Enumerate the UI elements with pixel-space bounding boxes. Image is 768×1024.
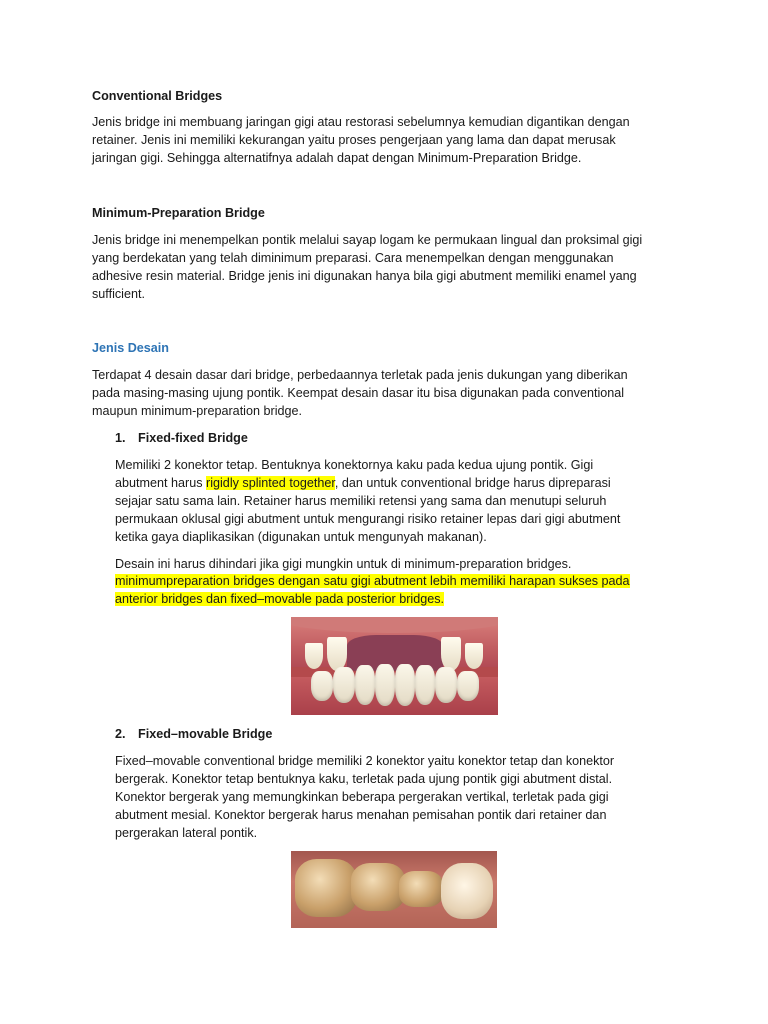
paragraph-line: Desain ini harus dihindari jika gigi mungkin untuk di minimum-preparation bridges. xyxy=(115,557,572,571)
paragraph-line: Konektor bergerak yang memungkinkan beberapa pergerakan vertikal, terletak pada gigi xyxy=(115,790,609,804)
gold-pontic xyxy=(351,863,405,911)
paragraph-line xyxy=(115,474,660,492)
paragraph-line: maupun minimum-preparation bridge. xyxy=(92,404,302,418)
tooth xyxy=(305,643,323,669)
paragraph-line: sejajar satu sama lain. Retainer harus memiliki retensi yang sama dan menutupi seluruh xyxy=(115,494,607,508)
gold-retainer xyxy=(295,859,357,917)
fixed-movable-bridge-photo xyxy=(291,851,497,928)
highlighted-text: anterior bridges dan fixed–movable pada posterior bridges. xyxy=(115,592,445,606)
highlighted-text: rigidly splinted together xyxy=(206,476,335,490)
paragraph-line: yang berdekatan yang telah diminimum preparasi. Cara menempelkan dengan menggunakan xyxy=(92,251,614,265)
gold-inlay xyxy=(399,871,443,907)
heading-jenis-desain: Jenis Desain xyxy=(92,341,170,355)
heading-fixed-movable-bridge: Fixed–movable Bridge xyxy=(138,727,273,741)
fixed-fixed-bridge-photo xyxy=(291,617,498,715)
paragraph-line: Memiliki 2 konektor tetap. Bentuknya konektornya kaku pada kedua ujung pontik. Gigi xyxy=(115,458,594,472)
natural-tooth xyxy=(441,863,493,919)
paragraph-line: pada masing-masing ujung pontik. Keempat desain dasar itu bisa digunakan pada conventional xyxy=(92,386,625,400)
lower-tooth xyxy=(375,664,395,706)
paragraph-line: ketika gaya diaplikasikan (digunakan untuk mengunyah makanan). xyxy=(115,530,487,544)
paragraph-line: adhesive resin material. Bridge jenis ini digunakan hanya bila gigi abutment memiliki enamel yang xyxy=(92,269,637,283)
text-run: , dan untuk conventional bridge harus dipreparasi xyxy=(334,476,611,490)
paragraph-line: Jenis bridge ini membuang jaringan gigi atau restorasi sebelumnya kemudian digantikan dengan xyxy=(92,115,630,129)
paragraph-line: permukaan oklusal gigi abutment untuk mengurangi risiko retainer lepas dari gigi abutment xyxy=(115,512,621,526)
lower-tooth xyxy=(355,665,375,705)
tooth xyxy=(465,643,483,669)
lower-tooth xyxy=(415,665,435,705)
lower-tooth xyxy=(435,667,457,703)
list-number-2: 2. xyxy=(115,727,126,741)
paragraph-line: Fixed–movable conventional bridge memiliki 2 konektor yaitu konektor tetap dan konektor xyxy=(115,754,615,768)
paragraph-line: abutment mesial. Konektor bergerak harus menahan pemisahan pontik dari retainer dan xyxy=(115,808,607,822)
heading-conventional-bridges: Conventional Bridges xyxy=(92,89,223,103)
lower-tooth xyxy=(457,671,479,701)
heading-fixed-fixed-bridge: Fixed-fixed Bridge xyxy=(138,431,248,445)
abutment-tooth-left xyxy=(327,637,347,671)
abutment-tooth-right xyxy=(441,637,461,671)
text-run: abutment harus xyxy=(115,476,207,490)
paragraph-line: jaringan gigi. Sehingga alternatifnya adalah dapat dengan Minimum-Preparation Bridge. xyxy=(92,151,582,165)
paragraph-line xyxy=(115,590,660,608)
highlighted-text: minimumpreparation bridges dengan satu gigi abutment lebih memiliki harapan sukses pada xyxy=(115,574,630,588)
paragraph-line: bergerak. Konektor tetap bentuknya kaku, terletak pada ujung pontik gigi abutment distal. xyxy=(115,772,613,786)
paragraph-line xyxy=(115,572,660,590)
paragraph-line: pergerakan lateral pontik. xyxy=(115,826,258,840)
paragraph-line: Jenis bridge ini menempelkan pontik melalui sayap logam ke permukaan lingual dan proksimal gigi xyxy=(92,233,643,247)
paragraph-line: sufficient. xyxy=(92,287,145,301)
heading-minimum-preparation-bridge: Minimum-Preparation Bridge xyxy=(92,206,265,220)
list-number-1: 1. xyxy=(115,431,126,445)
lower-tooth xyxy=(395,664,415,706)
lower-tooth xyxy=(333,667,355,703)
paragraph-line: Terdapat 4 desain dasar dari bridge, perbedaannya terletak pada jenis dukungan yang diberikan xyxy=(92,368,628,382)
lower-tooth xyxy=(311,671,333,701)
paragraph-line: retainer. Jenis ini memiliki kekurangan yaitu proses pengerjaan yang lama dan dapat merusak xyxy=(92,133,616,147)
